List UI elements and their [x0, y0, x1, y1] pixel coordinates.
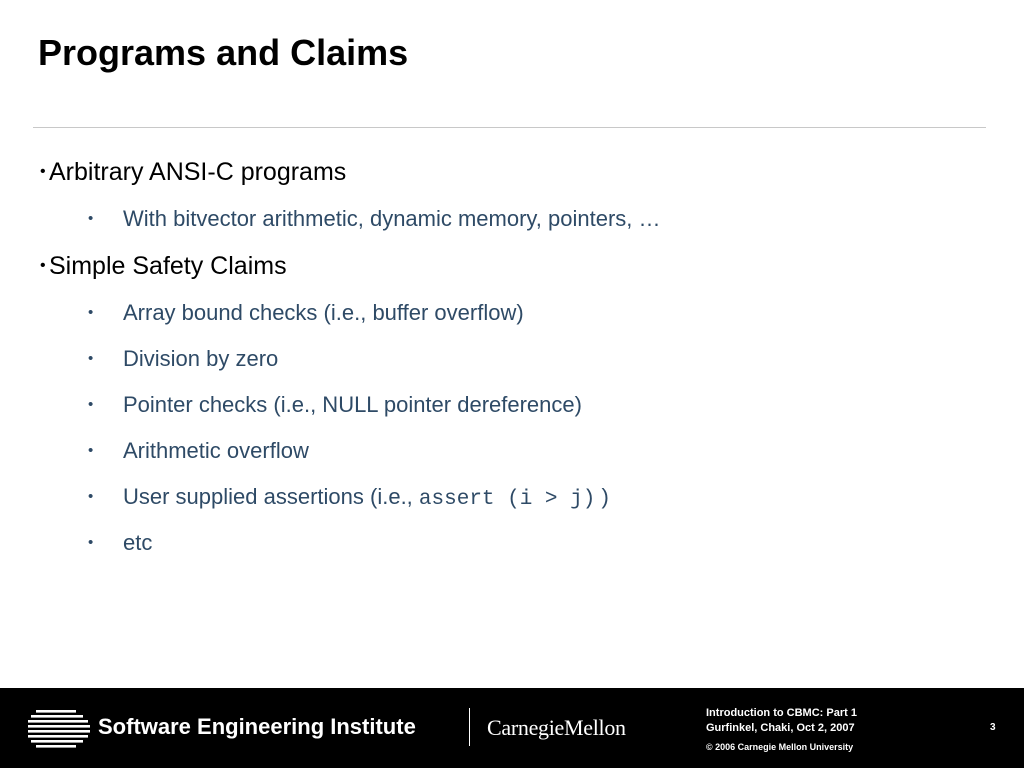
bullet-level2: [40, 526, 980, 560]
bullet-text: Pointer checks (i.e., NULL pointer dereference): [123, 392, 582, 417]
sei-stripes-icon: [28, 708, 90, 748]
footer-info: [706, 706, 857, 755]
bullet-text: Simple Safety Claims: [49, 252, 287, 280]
bullet-text: Arbitrary ANSI-C programs: [49, 158, 347, 186]
bullet-icon: •: [88, 442, 94, 459]
page-number: 3: [990, 722, 996, 733]
bullet-text: Arithmetic overflow: [123, 438, 309, 463]
bullet-icon: •: [88, 304, 94, 321]
bullet-level2: [40, 296, 980, 330]
bullet-level2: [40, 388, 980, 422]
slide-body: [40, 154, 980, 572]
logo-divider: [469, 708, 470, 746]
footer-authors-date: Gurfinkel, Chaki, Oct 2, 2007: [706, 722, 855, 734]
bullet-level1: [40, 154, 980, 190]
bullet-text: With bitvector arithmetic, dynamic memory, pointers, …: [123, 206, 661, 231]
bullet-text: Array bound checks (i.e., buffer overflow): [123, 300, 524, 325]
bullet-level2: [40, 434, 980, 468]
bullet-icon: •: [88, 396, 94, 413]
slide-title: Programs and Claims: [38, 32, 409, 73]
bullet-icon: •: [40, 163, 46, 180]
code-snippet: assert (i > j): [418, 488, 596, 511]
bullet-level2: [40, 342, 980, 376]
bullet-text: Division by zero: [123, 346, 279, 371]
slide-footer: [0, 688, 1024, 768]
bullet-icon: •: [40, 257, 46, 274]
footer-copyright: © 2006 Carnegie Mellon University: [706, 742, 854, 752]
bullet-level1: [40, 248, 980, 284]
sei-wordmark: Software Engineering Institute: [98, 714, 416, 739]
bullet-level2: [40, 202, 980, 236]
footer-course-title: Introduction to CBMC: Part 1: [706, 707, 857, 719]
bullet-level2: [40, 480, 980, 514]
bullet-icon: •: [88, 488, 94, 505]
bullet-text-prefix: User supplied assertions (i.e.,: [123, 484, 419, 509]
bullet-text: etc: [123, 530, 153, 555]
bullet-icon: •: [88, 350, 94, 367]
title-divider: [33, 127, 986, 128]
cmu-wordmark: CarnegieMellon: [487, 715, 626, 740]
bullet-icon: •: [88, 534, 94, 551]
bullet-icon: •: [88, 210, 94, 227]
bullet-text-suffix: ): [595, 484, 609, 509]
